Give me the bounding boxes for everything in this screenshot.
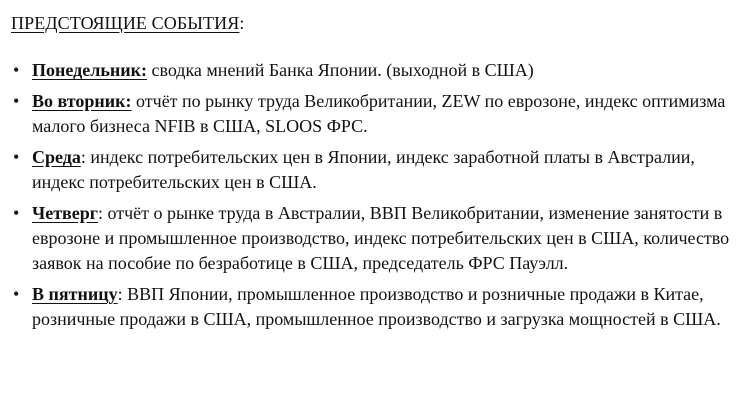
- event-day-label: Понедельник:: [32, 60, 147, 80]
- event-day-label: Во вторник:: [32, 91, 132, 111]
- event-day-separator: :: [80, 147, 91, 167]
- section-heading-text: ПРЕДСТОЯЩИЕ СОБЫТИЯ: [11, 13, 240, 33]
- event-item-monday: [11, 58, 741, 83]
- upcoming-events-document: [11, 10, 741, 338]
- bullet-icon: •: [13, 147, 20, 167]
- event-description: сводка мнений Банка Японии. (выходной в США): [151, 60, 534, 80]
- event-item-thursday: [11, 201, 741, 276]
- bullet-icon: •: [13, 284, 20, 304]
- event-day-label: Среда: [32, 147, 81, 167]
- section-heading: [11, 10, 741, 36]
- section-heading-colon: :: [239, 13, 245, 33]
- event-item-wednesday: [11, 145, 741, 195]
- event-description: отчёт о рынке труда в Австралии, ВВП Великобритании, изменение занятости в еврозоне и промышленное производство, индекс потребительских цен в США, количество заявок на пособие по безработице в США, председатель ФРС Пауэлл.: [32, 203, 730, 273]
- bullet-icon: •: [13, 203, 20, 223]
- event-day-label: В пятницу: [32, 284, 118, 304]
- event-description: ВВП Японии, промышленное производство и розничные продажи в Китае, розничные продажи в США, промышленное производство и загрузка мощностей в США.: [32, 284, 721, 329]
- event-day-separator: :: [117, 284, 128, 304]
- event-item-tuesday: [11, 89, 741, 139]
- bullet-icon: •: [13, 91, 20, 111]
- bullet-icon: •: [13, 60, 20, 80]
- event-description: отчёт по рынку труда Великобритании, ZEW по еврозоне, индекс оптимизма малого бизнеса NFIB в США, SLOOS ФРС.: [32, 91, 726, 136]
- event-day-label: Четверг: [32, 203, 98, 223]
- event-description: индекс потребительских цен в Японии, индекс заработной платы в Австралии, индекс потребительских цен в США.: [32, 147, 695, 192]
- events-list: [11, 58, 741, 332]
- event-day-separator: :: [97, 203, 108, 223]
- event-item-friday: [11, 282, 741, 332]
